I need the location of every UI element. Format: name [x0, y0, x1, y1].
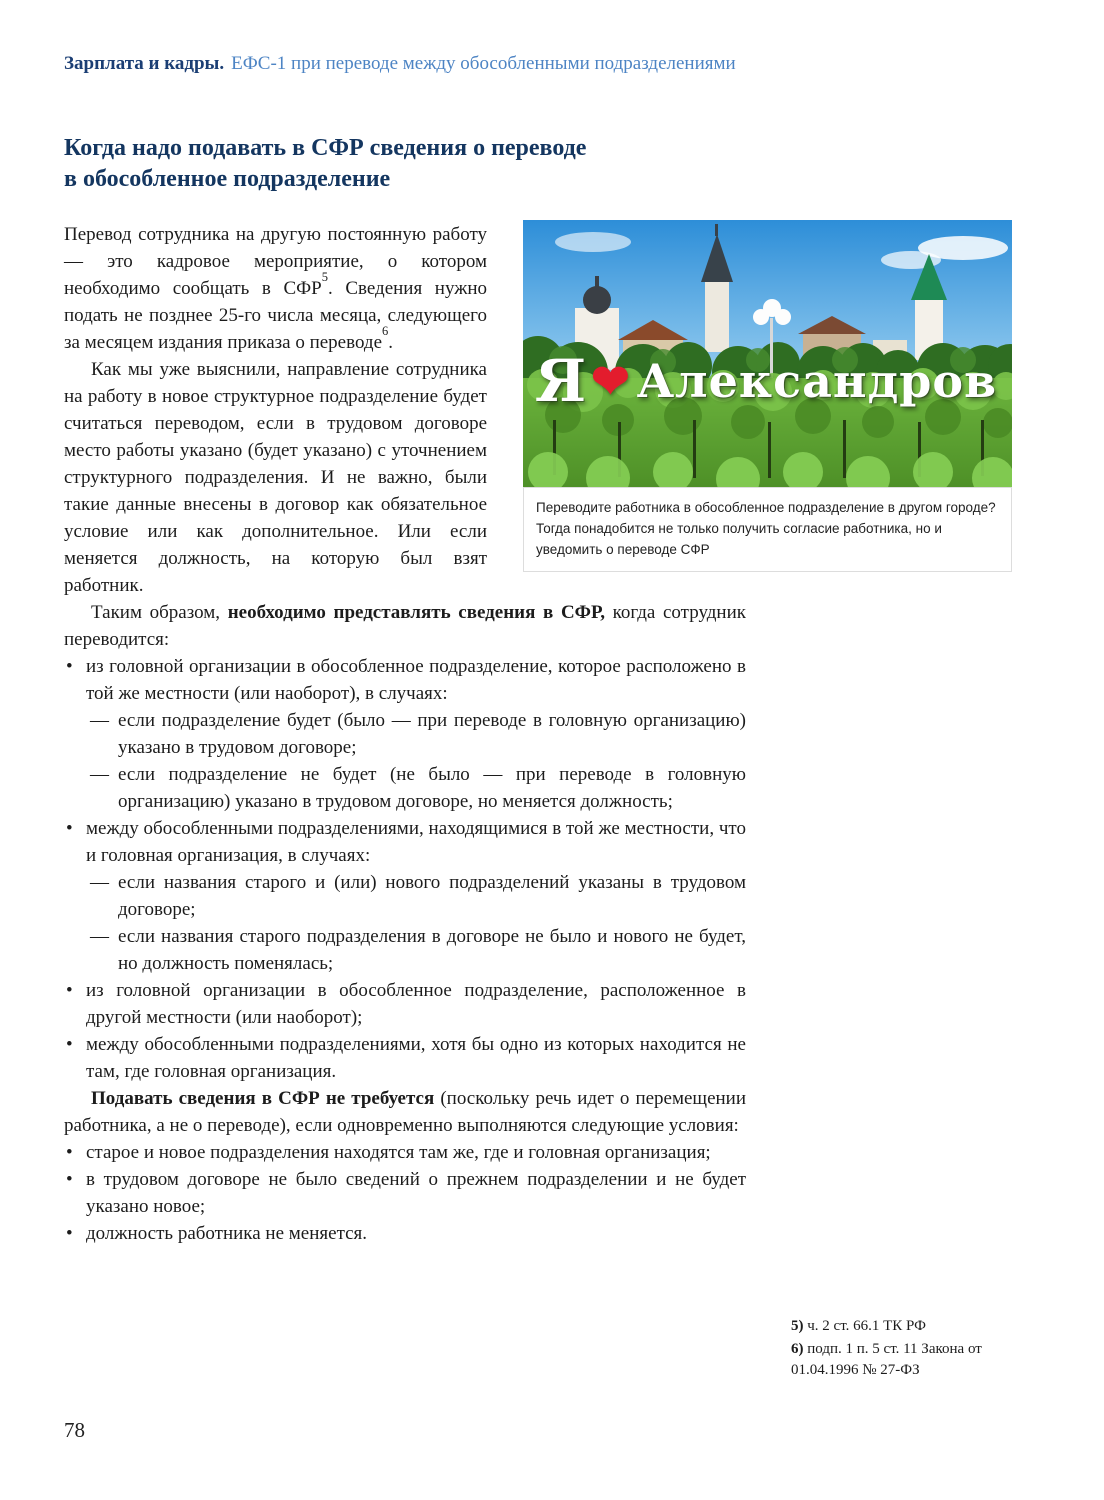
article-topic-label: ЕФС-1 при переводе между обособленными подразделениями — [231, 53, 736, 74]
dash-marker: — — [90, 926, 109, 947]
sub-item: — если подразделение не будет (не было — при переводе в головную организацию) указано в трудовом договоре, но меняется должность; — [64, 761, 746, 815]
footnote-number: 5) — [791, 1318, 804, 1334]
paragraph-must-report: Таким образом, необходимо представлять сведения в СФР, когда сотрудник переводится: — [64, 602, 746, 650]
dash-marker: — — [90, 764, 109, 785]
footnotes — [791, 1316, 1003, 1383]
bullet-marker: • — [66, 1169, 73, 1190]
article-title — [64, 133, 746, 195]
sub-item: — если подразделение будет (было — при переводе в головную организацию) указано в трудовом договоре; — [64, 707, 746, 761]
article-body — [64, 133, 746, 1247]
transfer-cases-list — [64, 653, 746, 1085]
list-item: • старое и новое подразделения находятся там же, где и головная организация; — [64, 1139, 746, 1166]
page-number: 78 — [64, 1418, 85, 1442]
bullet-marker: • — [66, 1034, 73, 1055]
bullet-marker: • — [66, 980, 73, 1001]
title-line-2: в обособленное подразделение — [64, 166, 391, 192]
bullet-marker: • — [66, 1142, 73, 1163]
footnote-number: 6) — [791, 1341, 804, 1357]
section-label: Зарплата и кадры. — [64, 53, 225, 74]
paragraph-no-report: Подавать сведения в СФР не требуется (поскольку речь идет о перемещении работника, а не о переводе), если одновременно выполняются следующие условия: — [64, 1088, 747, 1136]
list-item: • между обособленными подразделениями, хотя бы одно из которых находится не там, где головная организация. — [64, 1031, 746, 1085]
running-header — [64, 52, 736, 76]
bullet-marker: • — [66, 1223, 73, 1244]
list-item: • из головной организации в обособленное подразделение, которое расположено в той же местности (или наоборот), в случаях: — если подразделение будет (было — при переводе в головную организацию) указано в трудовом договоре; — если подразделение не будет (не было — при переводе в головную организацию) указано в трудовом договоре, но меняется должность; — [64, 653, 746, 815]
bullet-marker: • — [66, 818, 73, 839]
lamp-globe — [775, 309, 791, 325]
title-line-1: Когда надо подавать в СФР сведения о переводе — [64, 135, 587, 161]
bold-must-report: необходимо представлять сведения в СФР, — [227, 602, 605, 623]
paragraph-intro: Перевод сотрудника на другую постоянную работу — это кадровое мероприятие, о котором необходимо сообщать в СФР$^5$. Сведения нужно подать не позднее 25-го числа месяца, следующего за месяцем издания приказа о переводе$^6$. — [64, 224, 487, 353]
footnote-text: подп. 1 п. 5 ст. 11 Закона от 01.04.1996 № 27-ФЗ — [791, 1341, 982, 1378]
footnote-text: ч. 2 ст. 66.1 ТК РФ — [807, 1318, 926, 1334]
list-item: • в трудовом договоре не было сведений о прежнем подразделении и не будет указано новое; — [64, 1166, 746, 1220]
photo-caption: Переводите работника в обособленное подразделение в другом городе? Тогда понадобится не только получить согласие работника, но и уведомить о переводе СФР — [523, 487, 1012, 572]
footnote-5 — [791, 1316, 1003, 1337]
sub-item: — если названия старого подразделения в договоре не было и нового не будет, но должность поменялась; — [64, 923, 746, 977]
dash-marker: — — [90, 710, 109, 731]
paragraph-definition: Как мы уже выяснили, направление сотрудника на работу в новое структурное подразделение будет считаться переводом, если в трудовом договоре место работы указано (будет указано) с уточнением структурного подразделения. И не важно, были такие данные внесены в договор как обязательное условие или как дополнительное. Или если меняется должность, на которую был взят работник. — [64, 359, 487, 596]
sign-letter-ya: Я — [535, 347, 587, 415]
heart-icon: ❤ — [591, 354, 630, 408]
bold-no-report: Подавать сведения в СФР не требуется — [91, 1088, 441, 1109]
footnote-ref-5: 5 — [321, 269, 328, 284]
footnote-6 — [791, 1339, 1003, 1381]
list-item: • из головной организации в обособленное подразделение, расположенное в другой местности (или наоборот); — [64, 977, 746, 1031]
no-report-conditions-list — [64, 1139, 746, 1247]
dash-marker: — — [90, 872, 109, 893]
sign-city-name: Александров — [636, 354, 998, 408]
photo-float-spacer — [487, 221, 746, 591]
sub-item: — если названия старого и (или) нового подразделений указаны в трудовом договоре; — [64, 869, 746, 923]
list-item: • между обособленными подразделениями, находящимися в той же местности, что и головная организация, в случаях: — если названия старого и (или) нового подразделений указаны в трудовом договоре; — если названия старого подразделения в договоре не было и нового не будет, но должность поменялась; — [64, 815, 746, 977]
bullet-marker: • — [66, 656, 73, 677]
list-item: • должность работника не меняется. — [64, 1220, 746, 1247]
footnote-ref-6: 6 — [382, 323, 389, 338]
